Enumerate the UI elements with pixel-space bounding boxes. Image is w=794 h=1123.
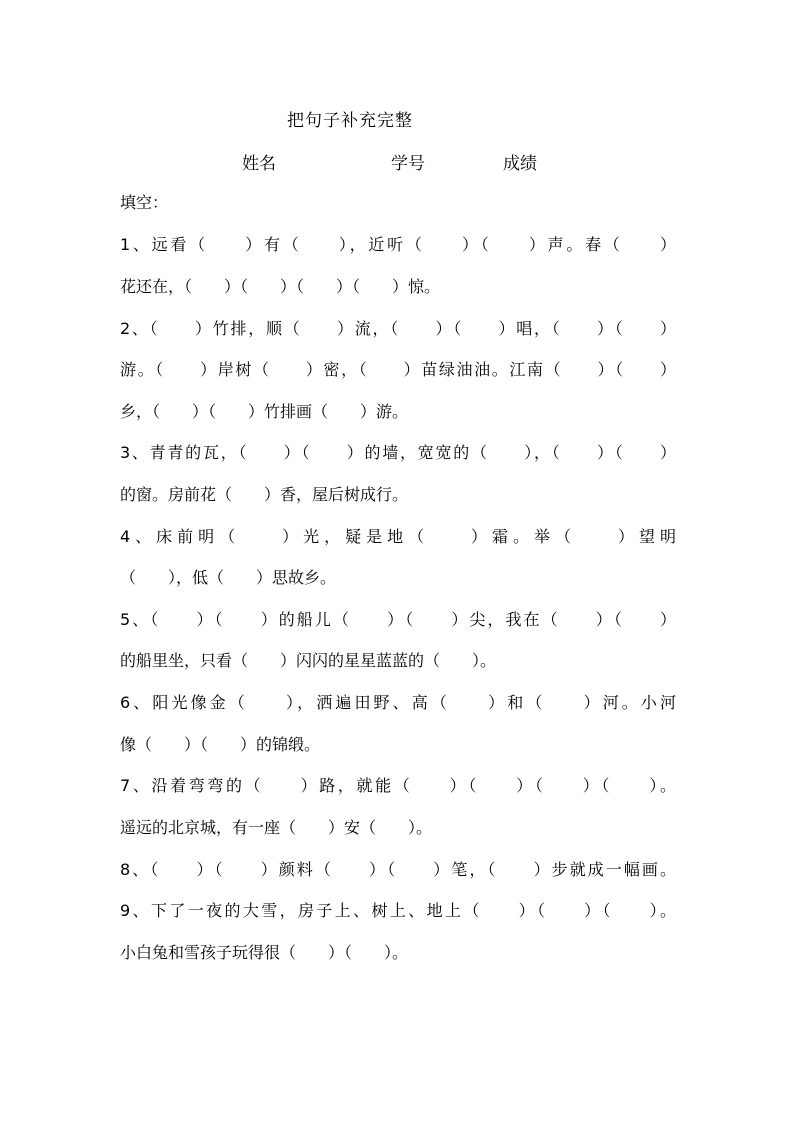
section-label: 填空： [120, 193, 169, 212]
question-3-line-2: 的窗。房前花（ ）香，屋后树成行。 [120, 485, 409, 504]
score-label: 成绩 [503, 154, 537, 174]
question-9-line-2: 小白兔和雪孩子玩得很（ ）（ ）。 [120, 943, 409, 962]
question-5-line-2: 的船里坐，只看（ ）闪闪的星星蓝蓝的（ ）。 [120, 651, 497, 670]
question-2-line-1: 2、（ ）竹排，顺（ ）流，（ ）（ ）唱，（ ）（ ） [120, 319, 676, 338]
question-1-line-1: 1、远看（ ）有（ ），近听（ ）（ ）声。春（ ） [120, 235, 676, 254]
question-2-line-2: 游。（ ）岸树（ ）密，（ ）苗绿油油。江南（ ）（ ） [120, 360, 676, 379]
question-1-line-2: 花还在，（ ）（ ）（ ）（ ）惊。 [120, 277, 441, 296]
worksheet-title: 把句子补充完整 [287, 111, 413, 131]
question-4-line-2: （ ），低（ ）思故乡。 [120, 568, 337, 587]
question-2-line-3: 乡，（ ）（ ）竹排画（ ）游。 [120, 402, 409, 421]
question-5-line-1: 5、（ ）（ ）的船儿（ ）（ ）尖，我在（ ）（ ） [120, 610, 676, 629]
question-7-line-2: 遥远的北京城，有一座（ ）安（ ）。 [120, 818, 433, 837]
question-7-line-1: 7、沿着弯弯的（ ）路，就能（ ）（ ）（ ）（ ）。 [120, 776, 676, 795]
name-label: 姓名 [242, 154, 276, 174]
student-id-label: 学号 [391, 154, 425, 174]
question-6-line-2: 像（ ）（ ）的锦缎。 [120, 735, 321, 754]
question-3-line-1: 3、青青的瓦，（ ）（ ）的墙，宽宽的（ ），（ ）（ ） [120, 443, 676, 462]
question-4-line-1: 4、床前明（ ）光，疑是地（ ）霜。举（ ）望明 [120, 527, 676, 546]
question-9-line-1: 9、下了一夜的大雪，房子上、树上、地上（ ）（ ）（ ）。 [120, 901, 676, 920]
question-8-line-1: 8、（ ）（ ）颜料（ ）（ ）笔，（ ）步就成一幅画。 [120, 860, 676, 879]
question-6-line-1: 6、阳光像金（ ），洒遍田野、高（ ）和（ ）河。小河 [120, 693, 676, 712]
